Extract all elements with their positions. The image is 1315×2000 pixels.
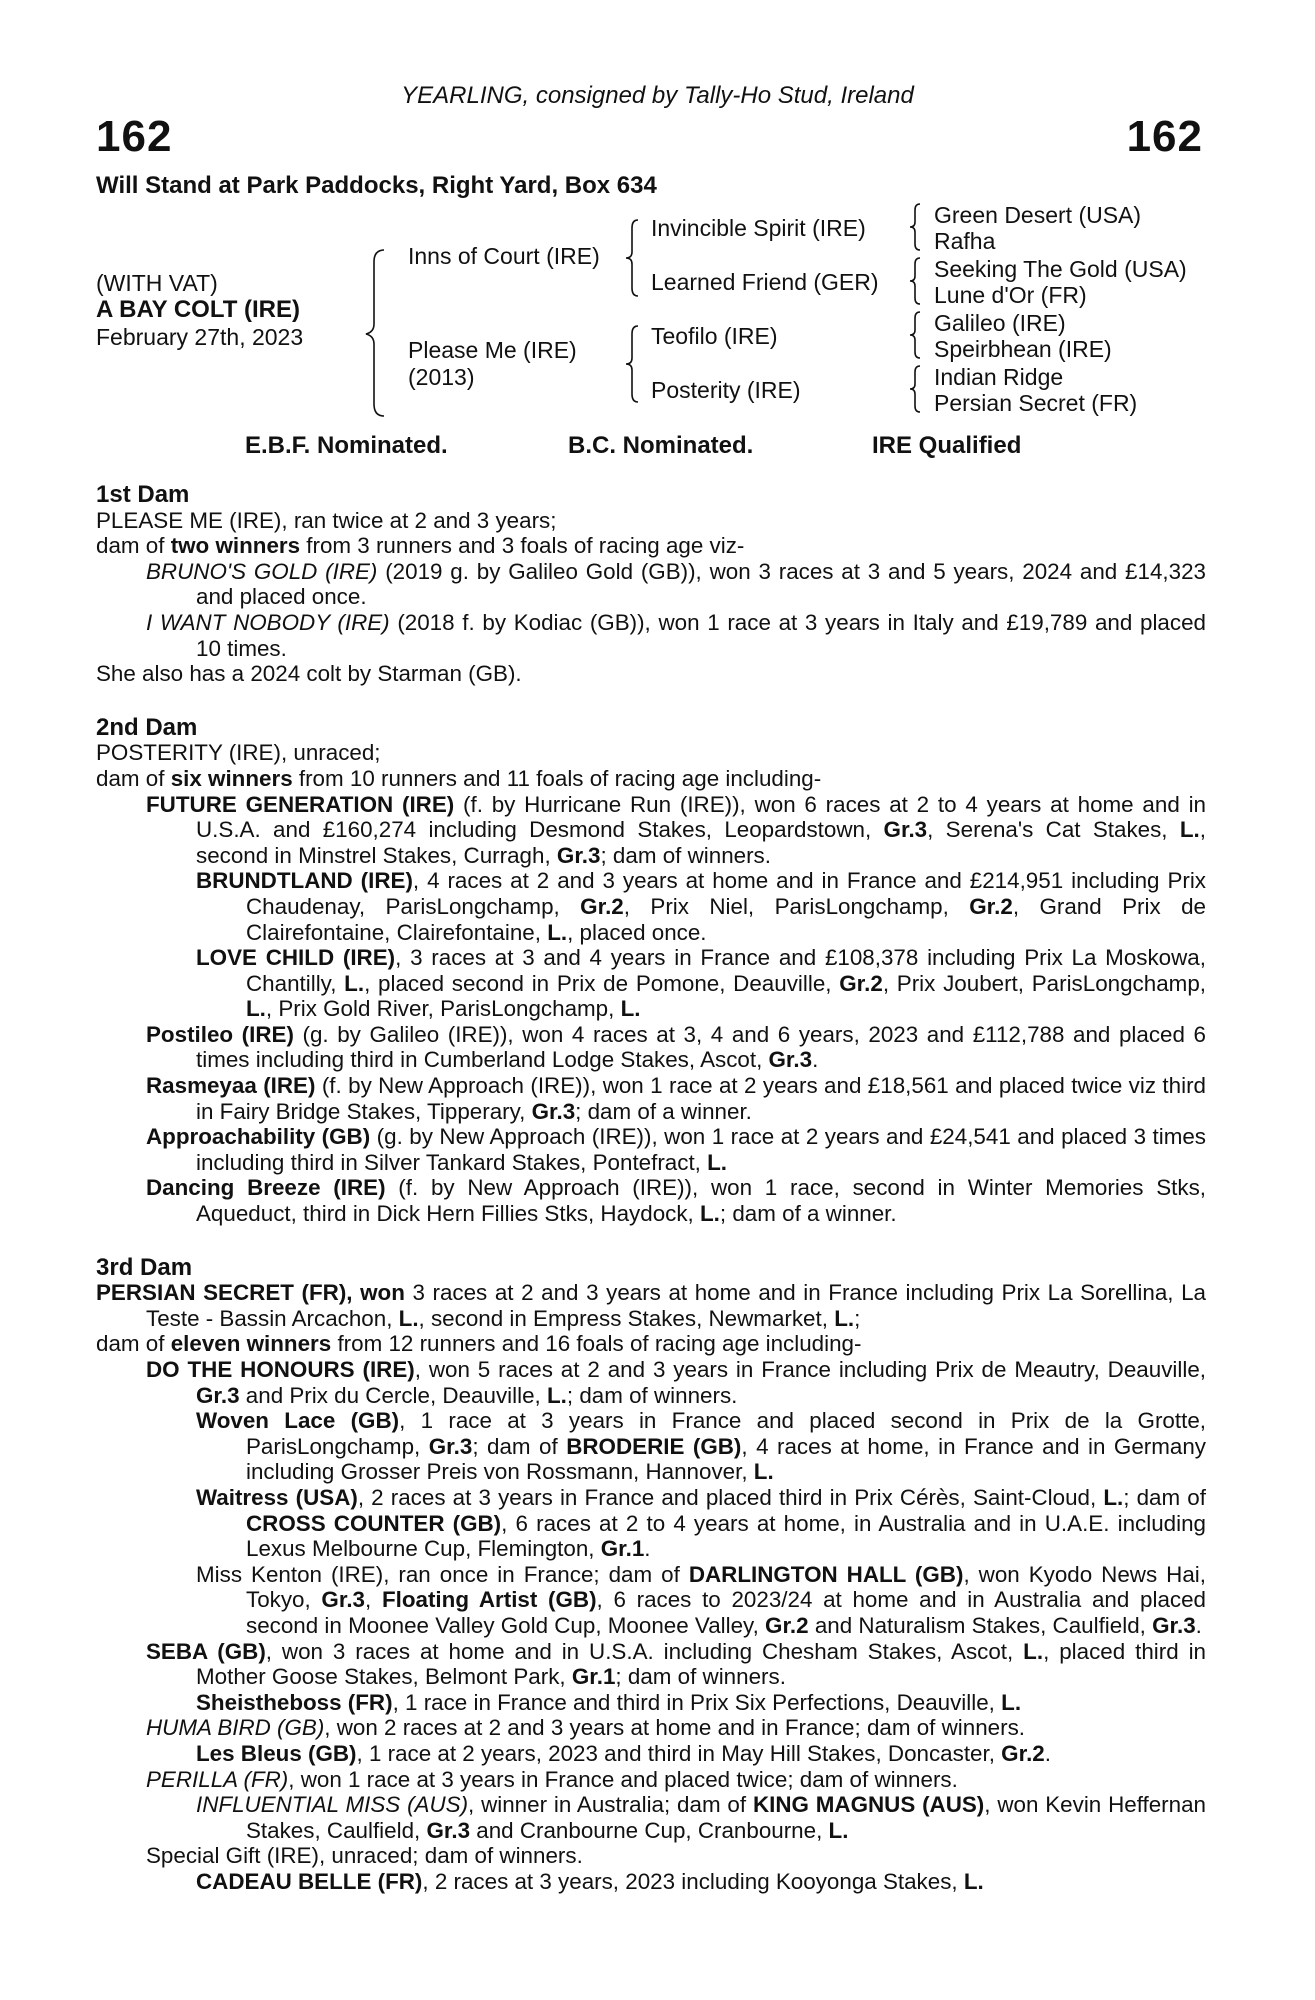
pedigree-brace-ss (908, 202, 924, 252)
pedigree-ddd: Persian Secret (FR) (934, 390, 1138, 416)
produce-entry: Miss Kenton (IRE), ran once in France; dam of DARLINGTON HALL (GB), won Kyodo News Hai, Tokyo, Gr.3, Floating Artist (GB), 6 races to 2023/24 at home and in Australia and placed second in Moonee Valley Gold Cup, Moonee Valley, Gr.2 and Naturalism Stakes, Caulfield, Gr.3. (196, 1561, 1207, 1638)
stand-location: Will Stand at Park Paddocks, Right Yard, Box 634 (96, 172, 657, 199)
pedigree-brace-dam (624, 324, 642, 404)
produce-entry: FUTURE GENERATION (IRE) (f. by Hurricane Run (IRE)), won 6 races at 2 to 4 years at home and in U.S.A. and £160,274 including Desmond Stakes, Leopardstown, Gr.3, Serena's Cat Stakes, L., second in Minstrel Stakes, Curragh, Gr.3; dam of winners. (146, 791, 1206, 868)
produce-entry: BRUNO'S GOLD (IRE) (2019 g. by Galileo Gold (GB)), won 3 races at 3 and 5 years, 2024 and £14,323 and placed once. (146, 558, 1206, 610)
produce-entry: SEBA (GB), won 3 races at home and in U.S.A. including Chesham Stakes, Ascot, L., placed third in Mother Goose Stakes, Belmont Park, Gr.1; dam of winners. (146, 1638, 1206, 1690)
pedigree-brace-sire (624, 218, 642, 298)
pedigree-sss: Green Desert (USA) (934, 202, 1142, 228)
pedigree-sire-dam: Learned Friend (GER) (651, 269, 879, 295)
catalogue-body (96, 482, 1206, 1894)
consignment-line: YEARLING, consigned by Tally-Ho Stud, Ireland (401, 82, 914, 109)
pedigree-sire-sire: Invincible Spirit (IRE) (651, 215, 866, 241)
ebf-nominated: E.B.F. Nominated. (245, 432, 448, 459)
pedigree-sdd: Lune d'Or (FR) (934, 282, 1087, 308)
pedigree-dsd: Speirbhean (IRE) (934, 336, 1112, 362)
pedigree-brace-ds (908, 310, 924, 360)
produce-entry: Waitress (USA), 2 races at 3 years in France and placed third in Prix Cérès, Saint-Cloud, L.; dam of CROSS COUNTER (GB), 6 races at 2 to 4 years at home, in Australia and in U.A.E. including Lexus Melbourne Cup, Flemington, Gr.1. (196, 1484, 1206, 1562)
produce-entry: I WANT NOBODY (IRE) (2018 f. by Kodiac (GB)), won 1 race at 3 years in Italy and £19,789 and placed 10 times. (146, 609, 1206, 661)
pedigree-dam-year: (2013) (408, 364, 475, 390)
pedigree-brace-main (364, 248, 390, 418)
produce-entry: CADEAU BELLE (FR), 2 races at 3 years, 2023 including Kooyonga Stakes, L. (196, 1868, 984, 1894)
produce-entry: INFLUENTIAL MISS (AUS), winner in Australia; dam of KING MAGNUS (AUS), won Kevin Heffernan Stakes, Caulfield, Gr.3 and Cranbourne Cup, Cranbourne, L. (196, 1792, 1206, 1843)
third-dam-produce-line: dam of eleven winners from 12 runners and 16 foals of racing age including- (96, 1331, 862, 1357)
ire-qualified: IRE Qualified (872, 432, 1022, 459)
second-dam-line: POSTERITY (IRE), unraced; (96, 740, 381, 766)
first-dam-produce-line: dam of two winners from 3 runners and 3 foals of racing age viz- (96, 533, 745, 559)
third-dam-line: PERSIAN SECRET (FR), won 3 races at 2 and 3 years at home and in France including Prix La Sorellina, La Teste - Bassin Arcachon, L., second in Empress Stakes, Newmarket, L.; (96, 1280, 1206, 1331)
first-dam-line: PLEASE ME (IRE), ran twice at 2 and 3 years; (96, 507, 557, 533)
lot-number-right: 162 (1126, 112, 1203, 161)
pedigree-ssd: Rafha (934, 228, 996, 254)
produce-entry: Approachability (GB) (g. by New Approach (IRE)), won 1 race at 2 years and £24,541 and placed 3 times including third in Silver Tankard Stakes, Pontefract, L. (146, 1124, 1206, 1175)
produce-entry: LOVE CHILD (IRE), 3 races at 3 and 4 years in France and £108,378 including Prix La Moskowa, Chantilly, L., placed second in Prix de Pomone, Deauville, Gr.2, Prix Joubert, ParisLongchamp, L., Prix Gold River, ParisLongchamp, L. (196, 945, 1206, 1022)
pedigree-sire: Inns of Court (IRE) (408, 243, 600, 269)
pedigree-dam: Please Me (IRE) (408, 337, 577, 363)
produce-entry: BRUNDTLAND (IRE), 4 races at 2 and 3 years at home and in France and £214,951 including Prix Chaudenay, ParisLongchamp, Gr.2, Prix Niel, ParisLongchamp, Gr.2, Grand Prix de Clairefontaine, Clairefontaine, L., placed once. (196, 868, 1207, 945)
produce-entry: Sheistheboss (FR), 1 race in France and third in Prix Six Perfections, Deauville, L. (196, 1689, 1022, 1715)
third-dam-heading: 3rd Dam (96, 1253, 193, 1281)
pedigree-sds: Seeking The Gold (USA) (934, 256, 1187, 282)
produce-entry: Woven Lace (GB), 1 race at 3 years in France and placed second in Prix de la Grotte, ParisLongchamp, Gr.3; dam of BRODERIE (GB), 4 races at home, in France and in Germany including Grosser Preis von Rossmann, Hannover, L. (196, 1408, 1206, 1485)
first-dam-heading: 1st Dam (96, 481, 190, 508)
pedigree-brace-sd (908, 256, 924, 306)
subject-foaled: February 27th, 2023 (96, 324, 304, 350)
produce-entry: PERILLA (FR), won 1 race at 3 years in France and placed twice; dam of winners. (146, 1766, 958, 1792)
produce-entry: HUMA BIRD (GB), won 2 races at 2 and 3 years at home and in France; dam of winners. (146, 1715, 1025, 1741)
lot-number-left: 162 (96, 112, 173, 161)
produce-entry: Special Gift (IRE), unraced; dam of winners. (146, 1843, 583, 1869)
subject-name: A BAY COLT (IRE) (96, 296, 301, 323)
pedigree-dam-dam: Posterity (IRE) (651, 377, 801, 403)
also-has-line: She also has a 2024 colt by Starman (GB). (96, 661, 522, 687)
bc-nominated: B.C. Nominated. (568, 432, 754, 459)
produce-entry: Dancing Breeze (IRE) (f. by New Approach (IRE)), won 1 race, second in Winter Memories Stks, Aqueduct, third in Dick Hern Fillies Stks, Haydock, L.; dam of a winner. (146, 1175, 1206, 1227)
pedigree-dds: Indian Ridge (934, 364, 1064, 390)
pedigree-dam-sire: Teofilo (IRE) (651, 323, 778, 349)
produce-entry: Postileo (IRE) (g. by Galileo (IRE)), won 4 races at 3, 4 and 6 years, 2023 and £112,788 and placed 6 times including third in Cumberland Lodge Stakes, Ascot, Gr.3. (146, 1021, 1206, 1073)
pedigree-brace-dd (908, 364, 924, 414)
produce-entry: DO THE HONOURS (IRE), won 5 races at 2 and 3 years in France including Prix de Meautry, Deauville, Gr.3 and Prix du Cercle, Deauville, L.; dam of winners. (146, 1357, 1206, 1408)
second-dam-heading: 2nd Dam (96, 713, 198, 741)
produce-entry: Rasmeyaa (IRE) (f. by New Approach (IRE)), won 1 race at 2 years and £18,561 and placed twice viz third in Fairy Bridge Stakes, Tipperary, Gr.3; dam of a winner. (146, 1073, 1206, 1124)
vat-note: (WITH VAT) (96, 270, 218, 296)
produce-entry: Les Bleus (GB), 1 race at 2 years, 2023 and third in May Hill Stakes, Doncaster, Gr.2. (196, 1740, 1051, 1766)
pedigree-dss: Galileo (IRE) (934, 310, 1066, 336)
second-dam-produce-line: dam of six winners from 10 runners and 11 foals of racing age including- (96, 765, 822, 791)
